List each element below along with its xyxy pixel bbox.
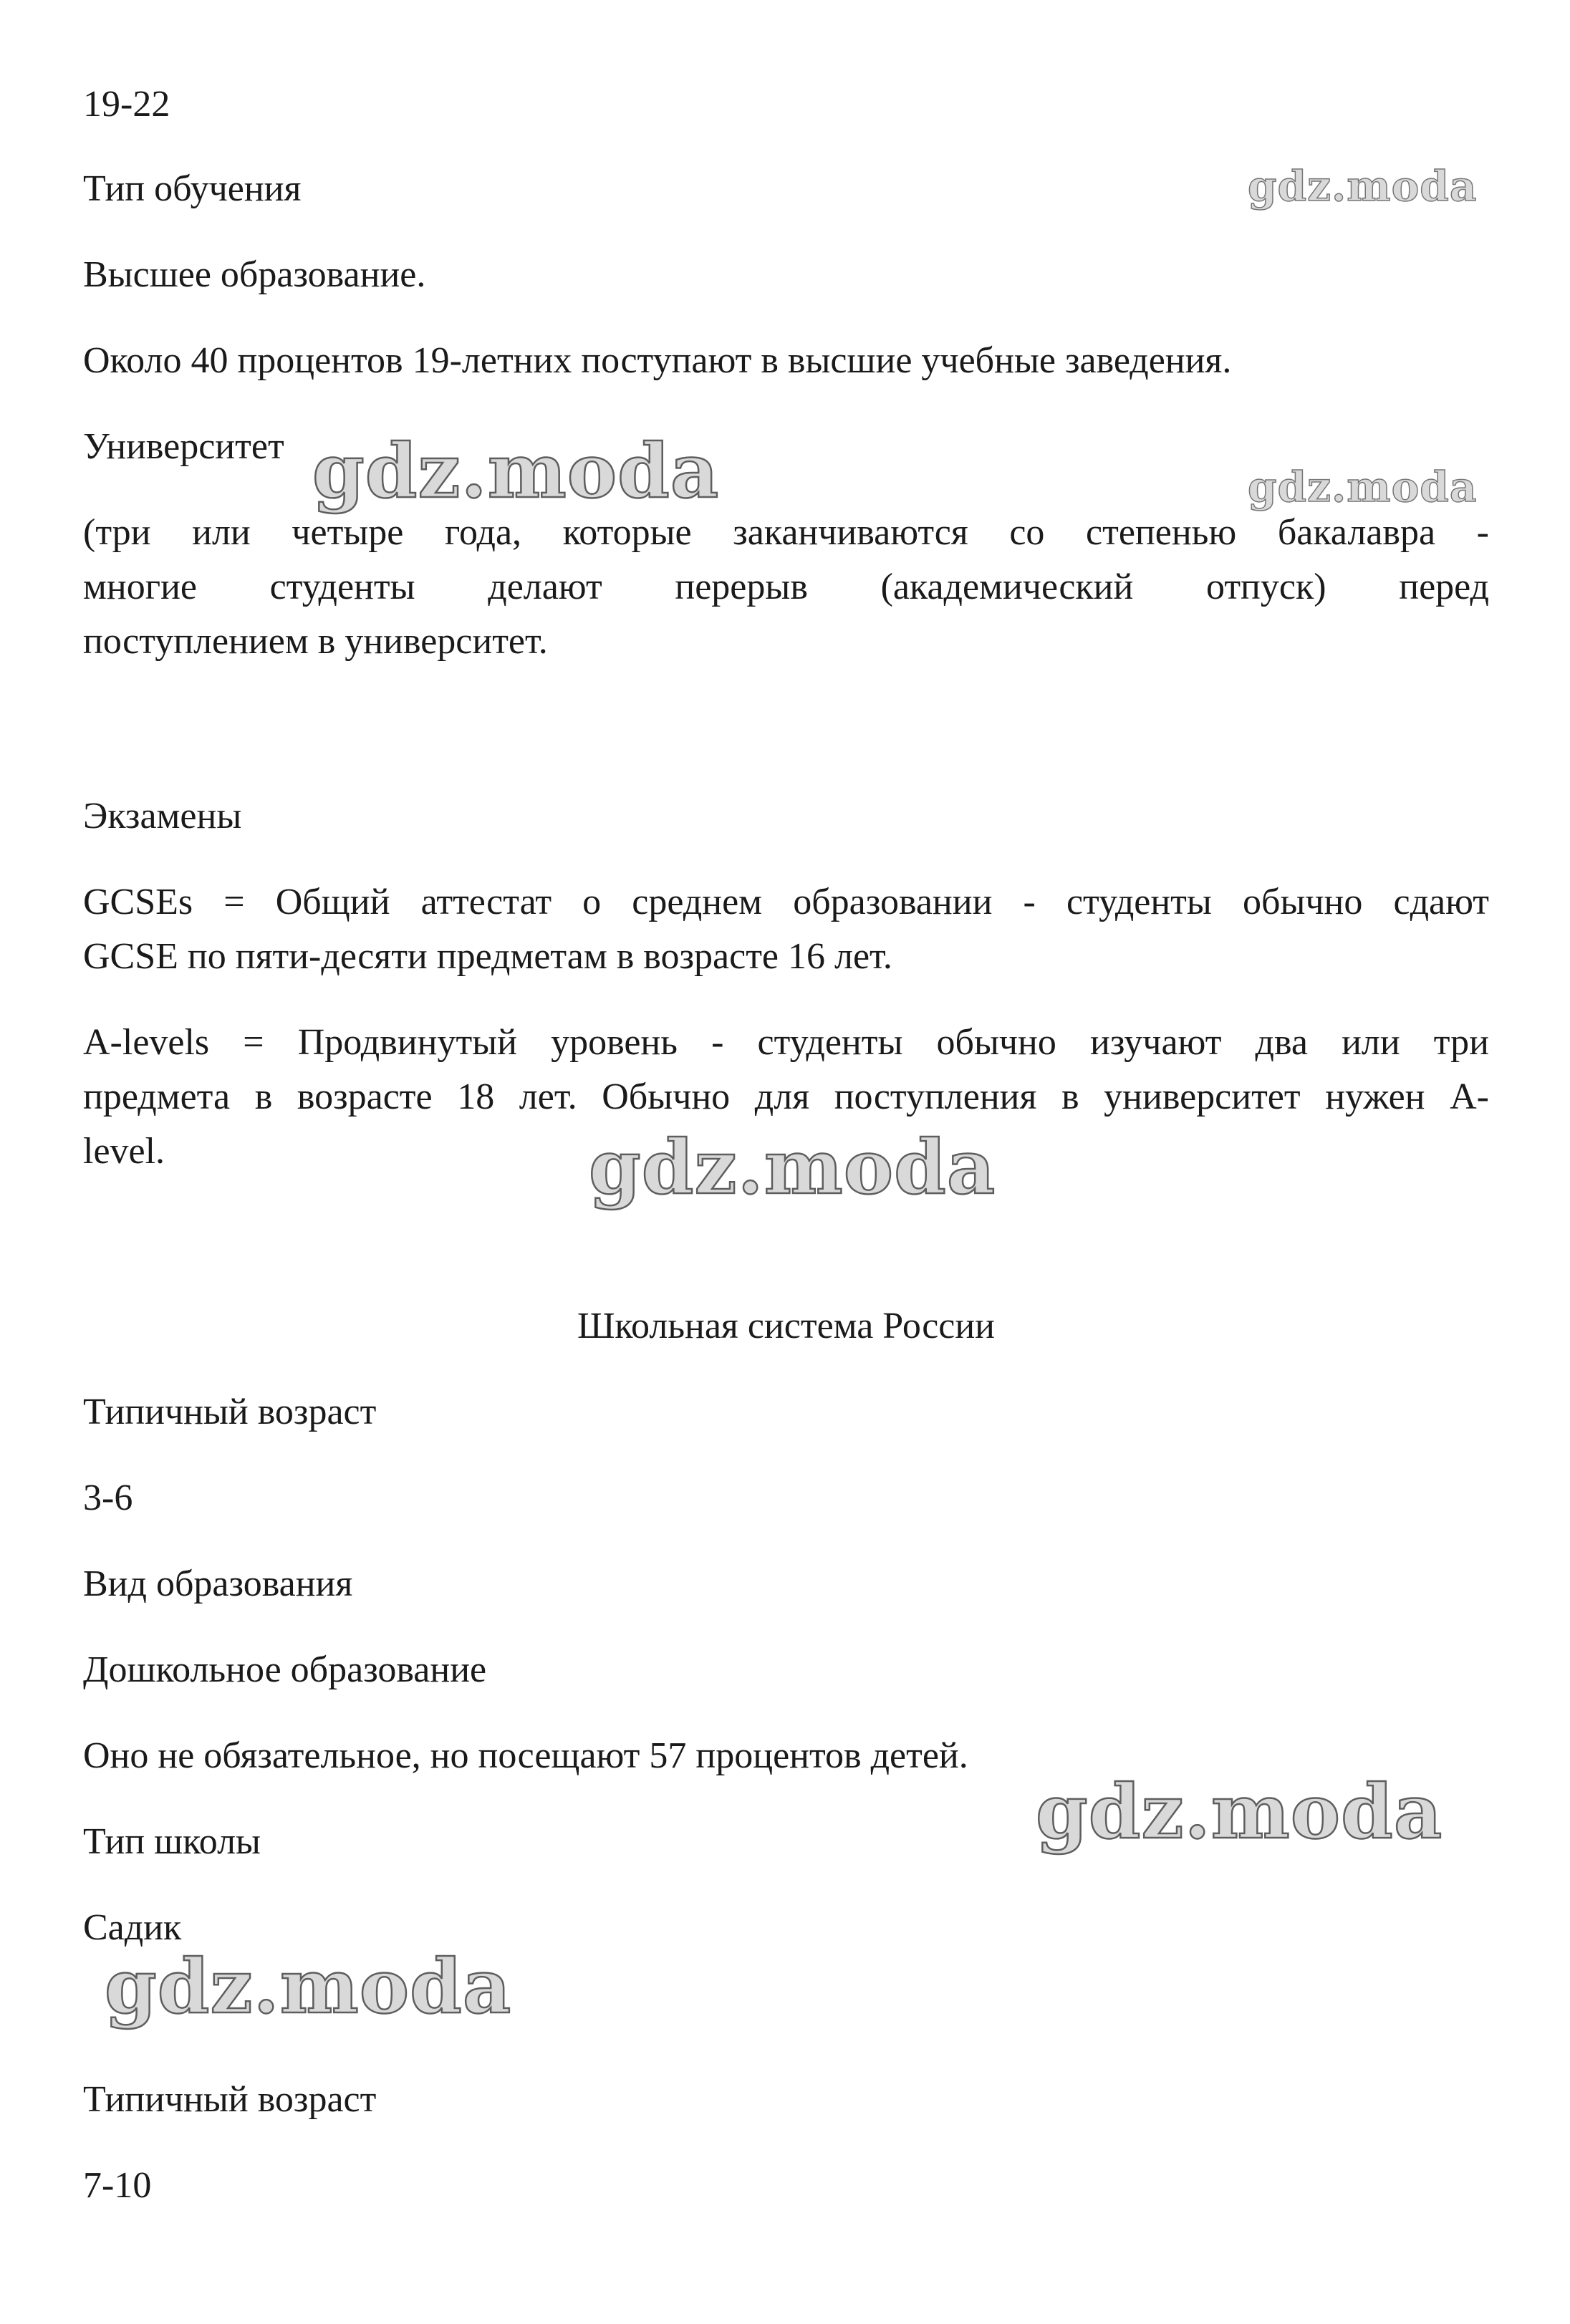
watermark-logo: gdz.moda — [312, 427, 720, 515]
alevel-paragraph — [83, 1016, 1489, 1179]
age-range-3-6: 3-6 — [83, 1477, 133, 1518]
age-range-19-22: 19-22 — [83, 84, 170, 125]
statistic-text: Около 40 процентов 19-летних поступают в высшие учебные заведения. — [83, 340, 1232, 381]
attendance-note: Оно не обязательное, но посещают 57 процентов детей. — [83, 1735, 968, 1776]
institution-label: Университет — [83, 426, 284, 467]
russia-section-title: Школьная система России — [577, 1306, 996, 1346]
alevel-line: A-levels = Продвинутый уровень - студенты обычно изучают два или три — [83, 1022, 1489, 1063]
university-note-line: (три или четыре года, которые заканчиваются со степенью бакалавра - — [83, 512, 1489, 553]
watermark-logo: gdz.moda — [1036, 1768, 1443, 1856]
watermark-logo: gdz.moda — [1248, 162, 1478, 211]
university-note-line: многие студенты делают перерыв (академический отпуск) перед — [83, 566, 1489, 607]
school-type-value: Садик — [83, 1907, 182, 1948]
education-kind-value: Дошкольное образование — [83, 1649, 487, 1690]
exams-heading: Экзамены — [83, 796, 242, 836]
watermark-logo: gdz.moda — [1248, 463, 1478, 511]
university-note-paragraph — [83, 506, 1489, 669]
alevel-line: level. — [83, 1131, 165, 1172]
gcse-paragraph — [83, 875, 1489, 984]
gcse-line: GCSE по пяти-десяти предметам в возрасте 16 лет. — [83, 936, 892, 977]
education-kind-label: Вид образования — [83, 1563, 353, 1604]
school-type-label: Тип школы — [83, 1821, 261, 1862]
typical-age-label: Типичный возраст — [83, 1392, 377, 1432]
university-note-line: поступлением в университет. — [83, 621, 548, 662]
typical-age-label: Типичный возраст — [83, 2079, 377, 2120]
gcse-line: GCSEs = Общий аттестат о среднем образовании - студенты обычно сдают — [83, 882, 1489, 922]
watermark-logo: gdz.moda — [105, 1942, 512, 2030]
age-range-7-10: 7-10 — [83, 2165, 152, 2206]
type-label: Тип обучения — [83, 168, 302, 209]
alevel-line: предмета в возрасте 18 лет. Обычно для поступления в университет нужен A- — [83, 1076, 1489, 1117]
type-value: Высшее образование. — [83, 254, 426, 295]
watermark-logo: gdz.moda — [589, 1123, 996, 1211]
